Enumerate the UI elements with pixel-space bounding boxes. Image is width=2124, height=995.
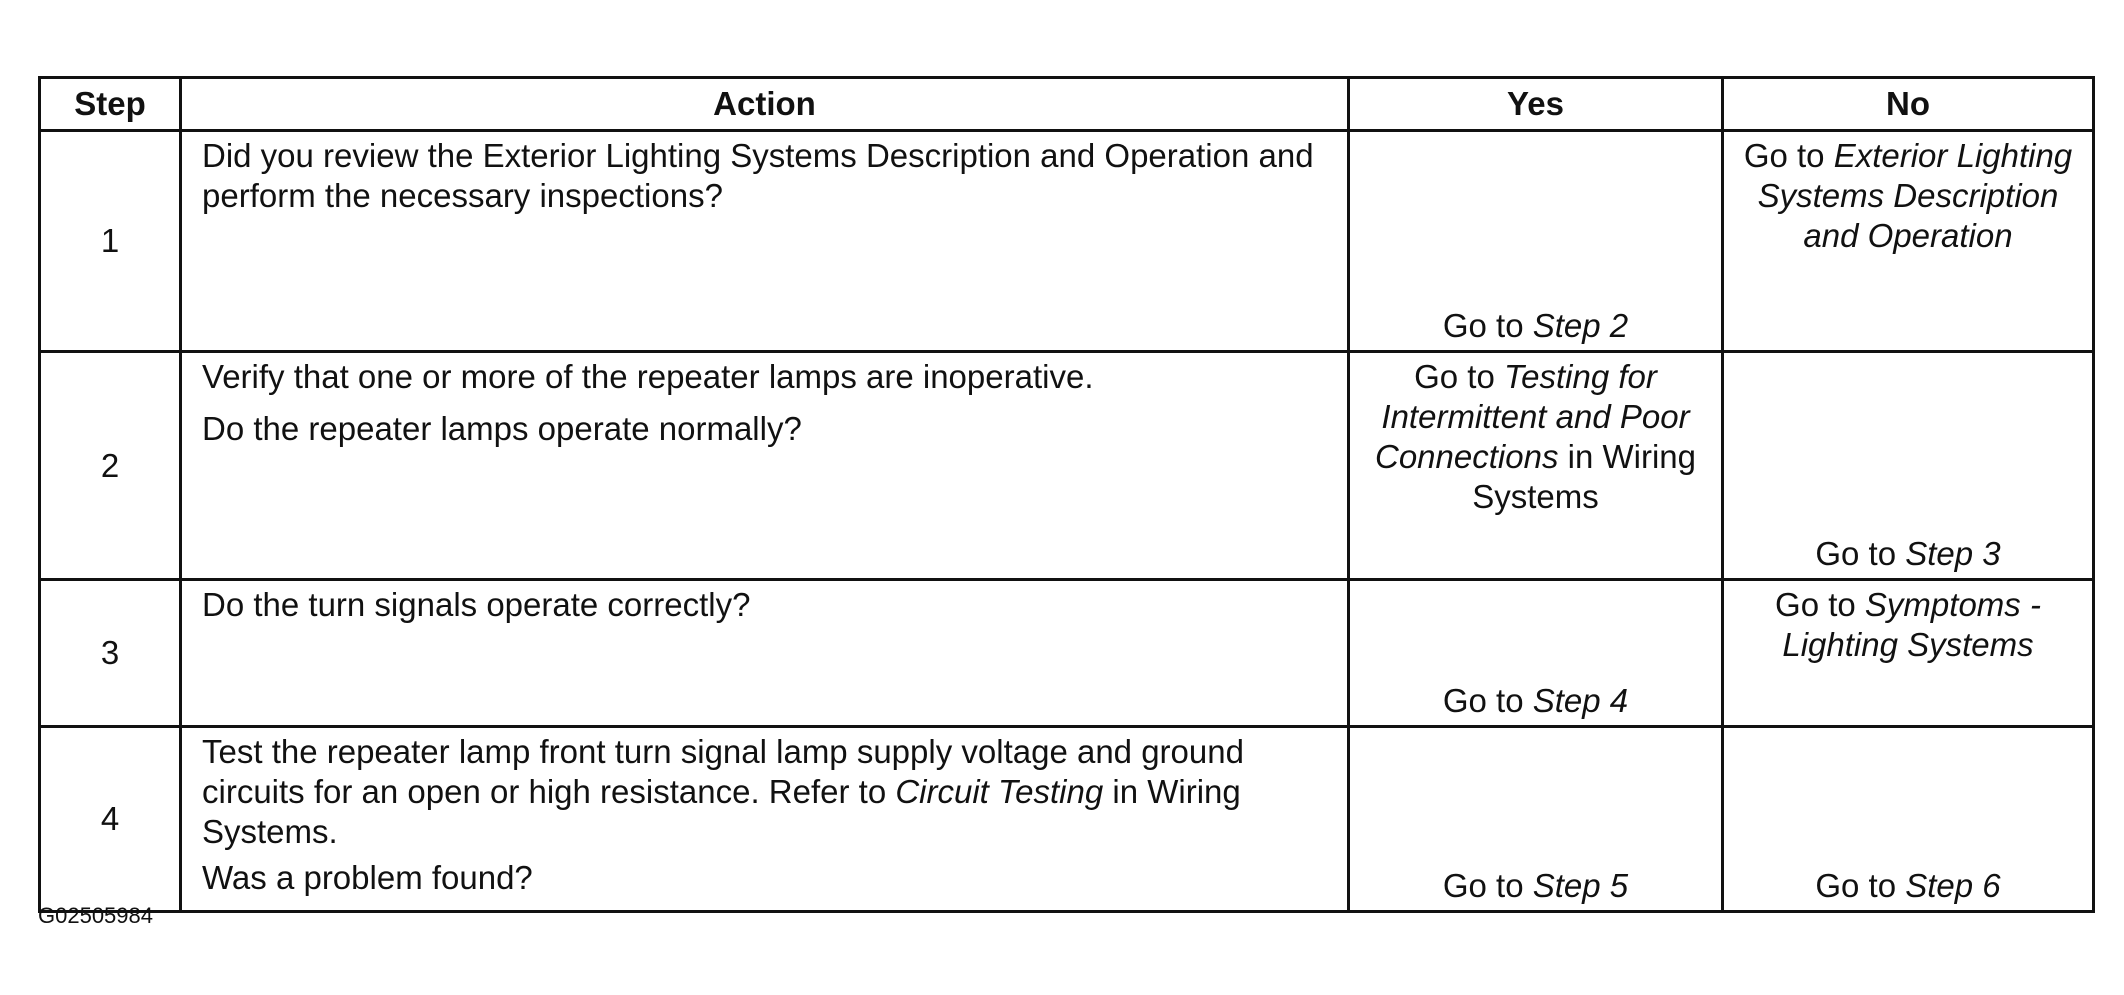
yes-instruction — [1350, 353, 1721, 517]
table-row — [40, 727, 2094, 912]
step-number: 4 — [40, 727, 181, 912]
yes-instruction — [1350, 681, 1721, 721]
yes-prefix: Go to — [1414, 358, 1504, 395]
diagnostic-table — [38, 76, 2095, 913]
yes-cell — [1349, 131, 1723, 352]
no-instruction — [1724, 534, 2092, 574]
no-cell — [1723, 727, 2094, 912]
action-question: Do the repeater lamps operate normally? — [202, 410, 802, 447]
action-text-pre: Test the repeater lamp front turn signal lamp supply voltage and ground circuits for an open or high resistance. Refer to — [202, 733, 1244, 810]
no-cell — [1723, 352, 2094, 580]
header-action: Action — [181, 78, 1349, 131]
yes-instruction — [1350, 866, 1721, 906]
yes-link[interactable]: Testing for Intermittent and Poor Connections — [1375, 358, 1690, 475]
no-link[interactable]: Symptoms - Lighting Systems — [1782, 586, 2041, 663]
yes-cell — [1349, 352, 1723, 580]
no-link[interactable]: Step 3 — [1905, 535, 2001, 572]
action-link[interactable]: Circuit Testing — [895, 773, 1104, 810]
no-instruction — [1724, 866, 2092, 906]
step-number: 3 — [40, 580, 181, 727]
figure-id: G02505984 — [38, 903, 153, 928]
no-link[interactable]: Step 6 — [1905, 867, 2001, 904]
header-row — [40, 78, 2094, 131]
no-prefix: Go to — [1815, 535, 1906, 572]
yes-suffix: in Wiring Systems — [1472, 438, 1696, 515]
header-no: No — [1723, 78, 2094, 131]
step-number: 2 — [40, 352, 181, 580]
yes-link[interactable]: Step 2 — [1532, 307, 1629, 344]
action-text: Do the turn signals operate correctly? — [202, 586, 751, 623]
action-text — [202, 732, 1327, 852]
table-row — [40, 580, 2094, 727]
no-prefix: Go to — [1775, 586, 1865, 623]
yes-link[interactable]: Step 4 — [1532, 682, 1629, 719]
action-text: Verify that one or more of the repeater lamps are inoperative. — [202, 358, 1094, 395]
yes-cell — [1349, 727, 1723, 912]
action-cell — [181, 727, 1349, 912]
step-number: 1 — [40, 131, 181, 352]
no-instruction — [1724, 132, 2092, 256]
no-prefix: Go to — [1815, 867, 1906, 904]
yes-prefix: Go to — [1442, 867, 1533, 904]
yes-instruction — [1350, 306, 1721, 346]
no-link[interactable]: Exterior Lighting Systems Description and Operation — [1757, 137, 2073, 254]
diagnostic-table-container — [38, 76, 2092, 913]
no-instruction — [1724, 581, 2092, 665]
yes-cell — [1349, 580, 1723, 727]
table-row — [40, 131, 2094, 352]
action-text: Did you review the Exterior Lighting Systems Description and Operation and perform the necessary inspections? — [202, 137, 1314, 214]
yes-prefix: Go to — [1442, 307, 1533, 344]
action-cell — [181, 580, 1349, 727]
no-cell — [1723, 580, 2094, 727]
table-row — [40, 352, 2094, 580]
action-cell — [181, 131, 1349, 352]
action-question: Was a problem found? — [202, 859, 533, 896]
header-step: Step — [40, 78, 181, 131]
no-cell — [1723, 131, 2094, 352]
action-text-post: in Wiring Systems. — [202, 773, 1241, 850]
action-cell — [181, 352, 1349, 580]
header-yes: Yes — [1349, 78, 1723, 131]
no-prefix: Go to — [1743, 137, 1834, 174]
yes-link[interactable]: Step 5 — [1532, 867, 1629, 904]
yes-prefix: Go to — [1442, 682, 1533, 719]
